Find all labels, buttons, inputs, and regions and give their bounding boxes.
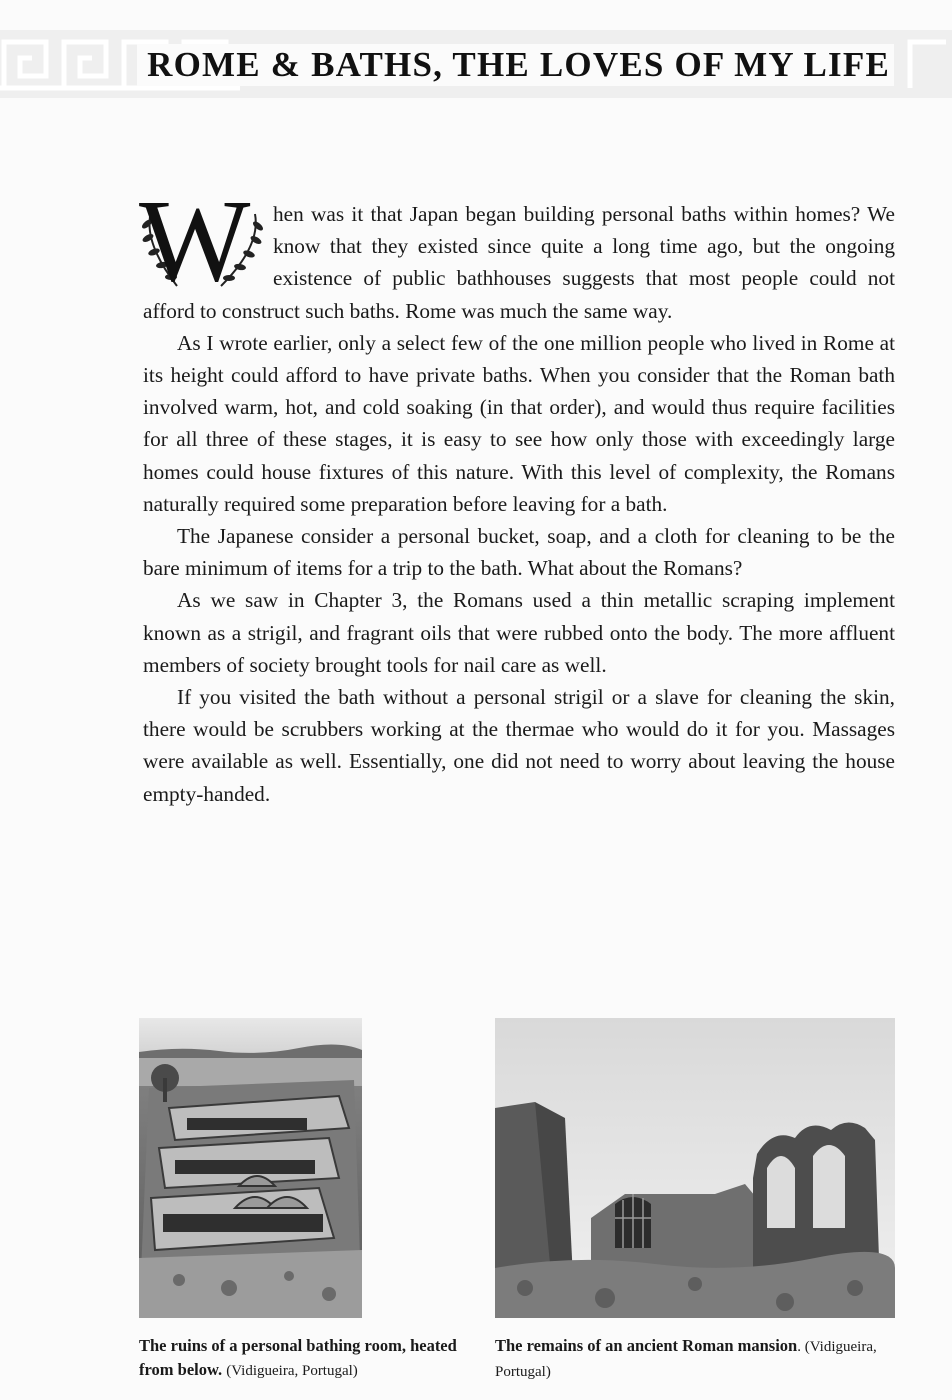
dropcap-letter: W bbox=[139, 175, 251, 306]
dropcap bbox=[137, 175, 265, 306]
paragraph-3: The Japanese consider a personal bucket, soap, and a cloth for cleaning to be the bare minimum of items for a trip to the bath. What about the Romans? bbox=[143, 524, 895, 581]
caption-left bbox=[139, 1334, 479, 1383]
paragraph-5: If you visited the bath without a personal strigil or a slave for cleaning the skin, there would be scrubbers working at the thermae who would do it for you. Massages were available as well. Essentially, one did not need to worry about leaving the house empty-handed. bbox=[143, 685, 895, 806]
paragraph-1: hen was it that Japan began building personal baths within homes? We know that they existed since quite a long time ago, but the ongoing existence of public bathhouses suggests that most people could not afford to construct such baths. Rome was much the same way. bbox=[143, 202, 895, 323]
paragraph-2: As I wrote earlier, only a select few of the one million people who lived in Rome at its height could afford to have private baths. When you consider that the Roman bath involved warm, hot, and cold soaking (in that order), and would thus require facilities for all three of these stages, it is easy to see how only those with exceedingly large homes could house fixtures of this nature. With this level of complexity, the Romans naturally required some preparation before leaving for a bath. bbox=[143, 330, 895, 516]
paragraph-4: As we saw in Chapter 3, the Romans used a thin metallic scraping implement known as a strigil, and fragrant oils that were rubbed onto the body. The more affluent members of society brought tools for nail care as well. bbox=[143, 588, 895, 677]
caption-right bbox=[495, 1334, 895, 1384]
article-body bbox=[139, 175, 895, 810]
photo-roman-mansion bbox=[495, 1018, 895, 1318]
caption-left-title: The ruins of a personal bathing room, heated from below. bbox=[139, 1336, 457, 1379]
caption-right-location: . (Vidigueira, Portugal) bbox=[495, 1339, 877, 1380]
page-title: ROME & BATHS, THE LOVES OF MY LIFE bbox=[137, 44, 894, 86]
photo-bathing-room-ruins bbox=[139, 1018, 362, 1318]
caption-right-title: The remains of an ancient Roman mansion bbox=[495, 1336, 798, 1355]
caption-left-location: (Vidigueira, Portugal) bbox=[226, 1363, 358, 1379]
